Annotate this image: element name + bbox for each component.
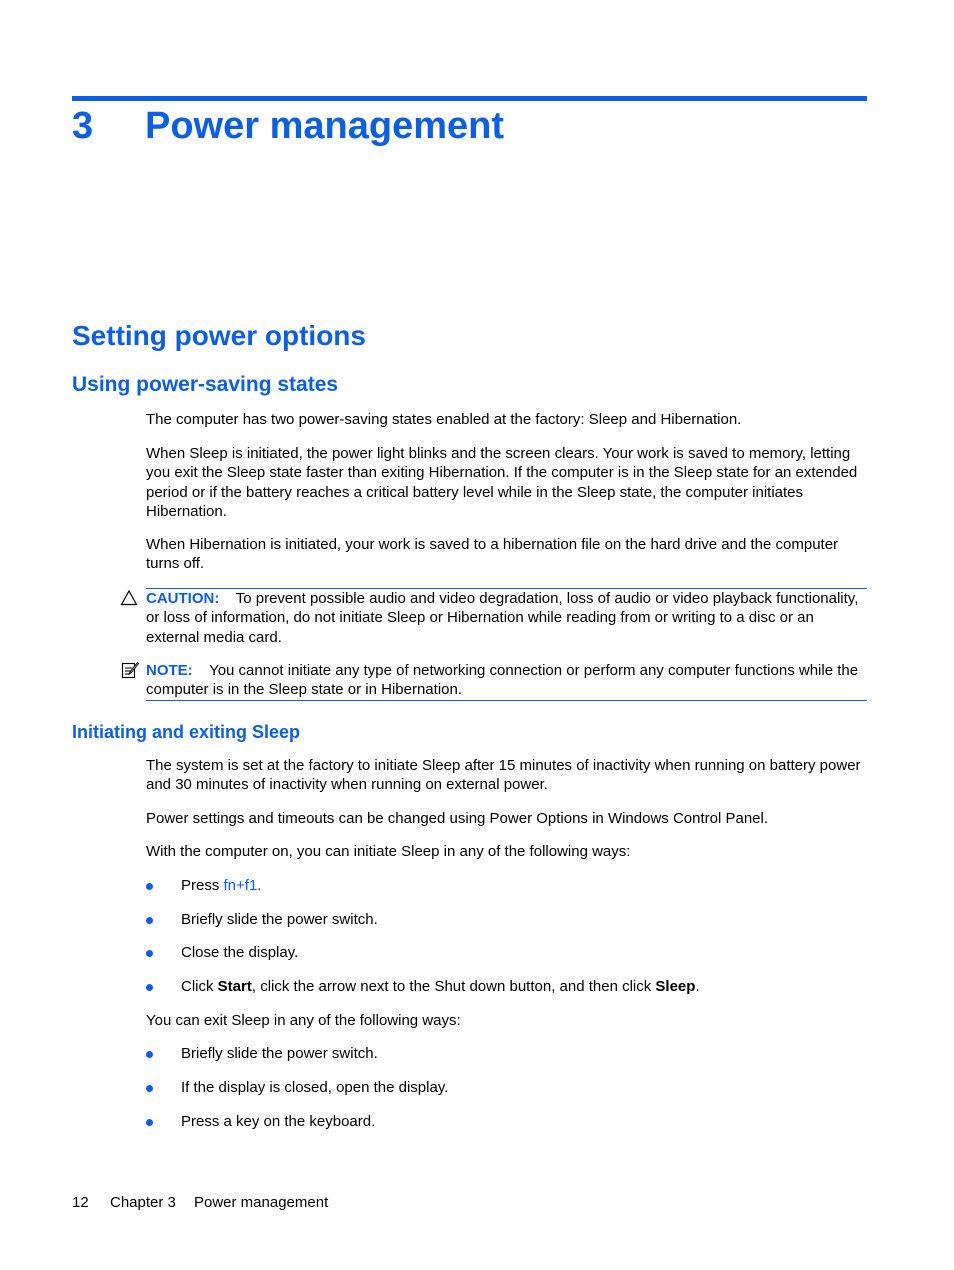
caution-text: To prevent possible audio and video degradation, loss of audio or video playback functionality, or loss of information, do not initiate Sleep or Hibernation while reading from or writing to a disc or an external media card.	[146, 590, 859, 646]
start-keyword: Start	[217, 978, 252, 995]
subsection-title-sleep: Initiating and exiting Sleep	[72, 722, 301, 742]
paragraph-sleep-description: When Sleep is initiated, the power light blinks and the screen clears. Your work is saved to memory, letting you exit the Sleep state faster than exiting Hibernation. If the computer is in the Sleep state for an extended period or if the battery reaches a critical battery level while in the Sleep state, the computer initiates Hibernation.	[146, 445, 858, 520]
note-pad-icon	[121, 661, 139, 679]
list-item: Briefly slide the power switch.	[181, 911, 378, 928]
caution-triangle-icon	[120, 589, 138, 607]
bullet-dot-icon	[146, 1119, 153, 1126]
section-title: Setting power options	[72, 320, 366, 351]
paragraph-initiate-intro: With the computer on, you can initiate Sleep in any of the following ways:	[146, 843, 631, 860]
caution-block	[146, 589, 868, 647]
chapter-top-rule	[72, 96, 867, 101]
hotkey-fn-f1: fn+f1	[223, 877, 258, 894]
paragraph-hibernation-description: When Hibernation is initiated, your work is saved to a hibernation file on the hard drive and the computer turns off.	[146, 536, 839, 573]
paragraph-exit-intro: You can exit Sleep in any of the following ways:	[146, 1012, 461, 1029]
list-item: If the display is closed, open the display.	[181, 1079, 449, 1096]
chapter-number: 3	[72, 105, 94, 147]
list-item: Press a key on the keyboard.	[181, 1113, 376, 1130]
footer-chapter-title: Power management	[194, 1194, 329, 1211]
bullet-dot-icon	[146, 917, 153, 924]
paragraph-power-saving-intro: The computer has two power-saving states enabled at the factory: Sleep and Hibernation.	[146, 411, 742, 428]
paragraph-power-settings: Power settings and timeouts can be changed using Power Options in Windows Control Panel.	[146, 810, 769, 827]
list-item-text: .	[257, 877, 262, 894]
list-item-text: .	[695, 978, 700, 995]
caution-label: CAUTION:	[146, 590, 220, 607]
list-item-text: Click	[181, 978, 218, 995]
bullet-dot-icon	[146, 1051, 153, 1058]
bullet-dot-icon	[146, 984, 153, 991]
paragraph-sleep-timeout: The system is set at the factory to initiate Sleep after 15 minutes of inactivity when running on battery power and 30 minutes of inactivity when running on external power.	[146, 757, 861, 794]
list-item	[181, 977, 700, 996]
bullet-dot-icon	[146, 1085, 153, 1092]
note-bottom-rule	[146, 700, 867, 701]
chapter-title: Power management	[145, 105, 504, 147]
sleep-keyword: Sleep	[655, 978, 696, 995]
list-item: Briefly slide the power switch.	[181, 1045, 378, 1062]
note-block	[146, 661, 868, 700]
list-item-text: , click the arrow next to the Shut down button, and then click	[251, 978, 656, 995]
list-item-text: Press	[181, 877, 224, 894]
note-text: You cannot initiate any type of networking connection or perform any computer functions while the computer is in the Sleep state or in Hibernation.	[146, 662, 859, 699]
note-label: NOTE:	[146, 662, 193, 679]
footer-page-number: 12	[72, 1194, 89, 1211]
footer-chapter-label: Chapter 3	[110, 1194, 176, 1211]
subsection-title-power-saving: Using power-saving states	[72, 373, 339, 396]
bullet-dot-icon	[146, 883, 153, 890]
bullet-dot-icon	[146, 950, 153, 957]
list-item	[181, 876, 261, 895]
list-item: Close the display.	[181, 944, 299, 961]
